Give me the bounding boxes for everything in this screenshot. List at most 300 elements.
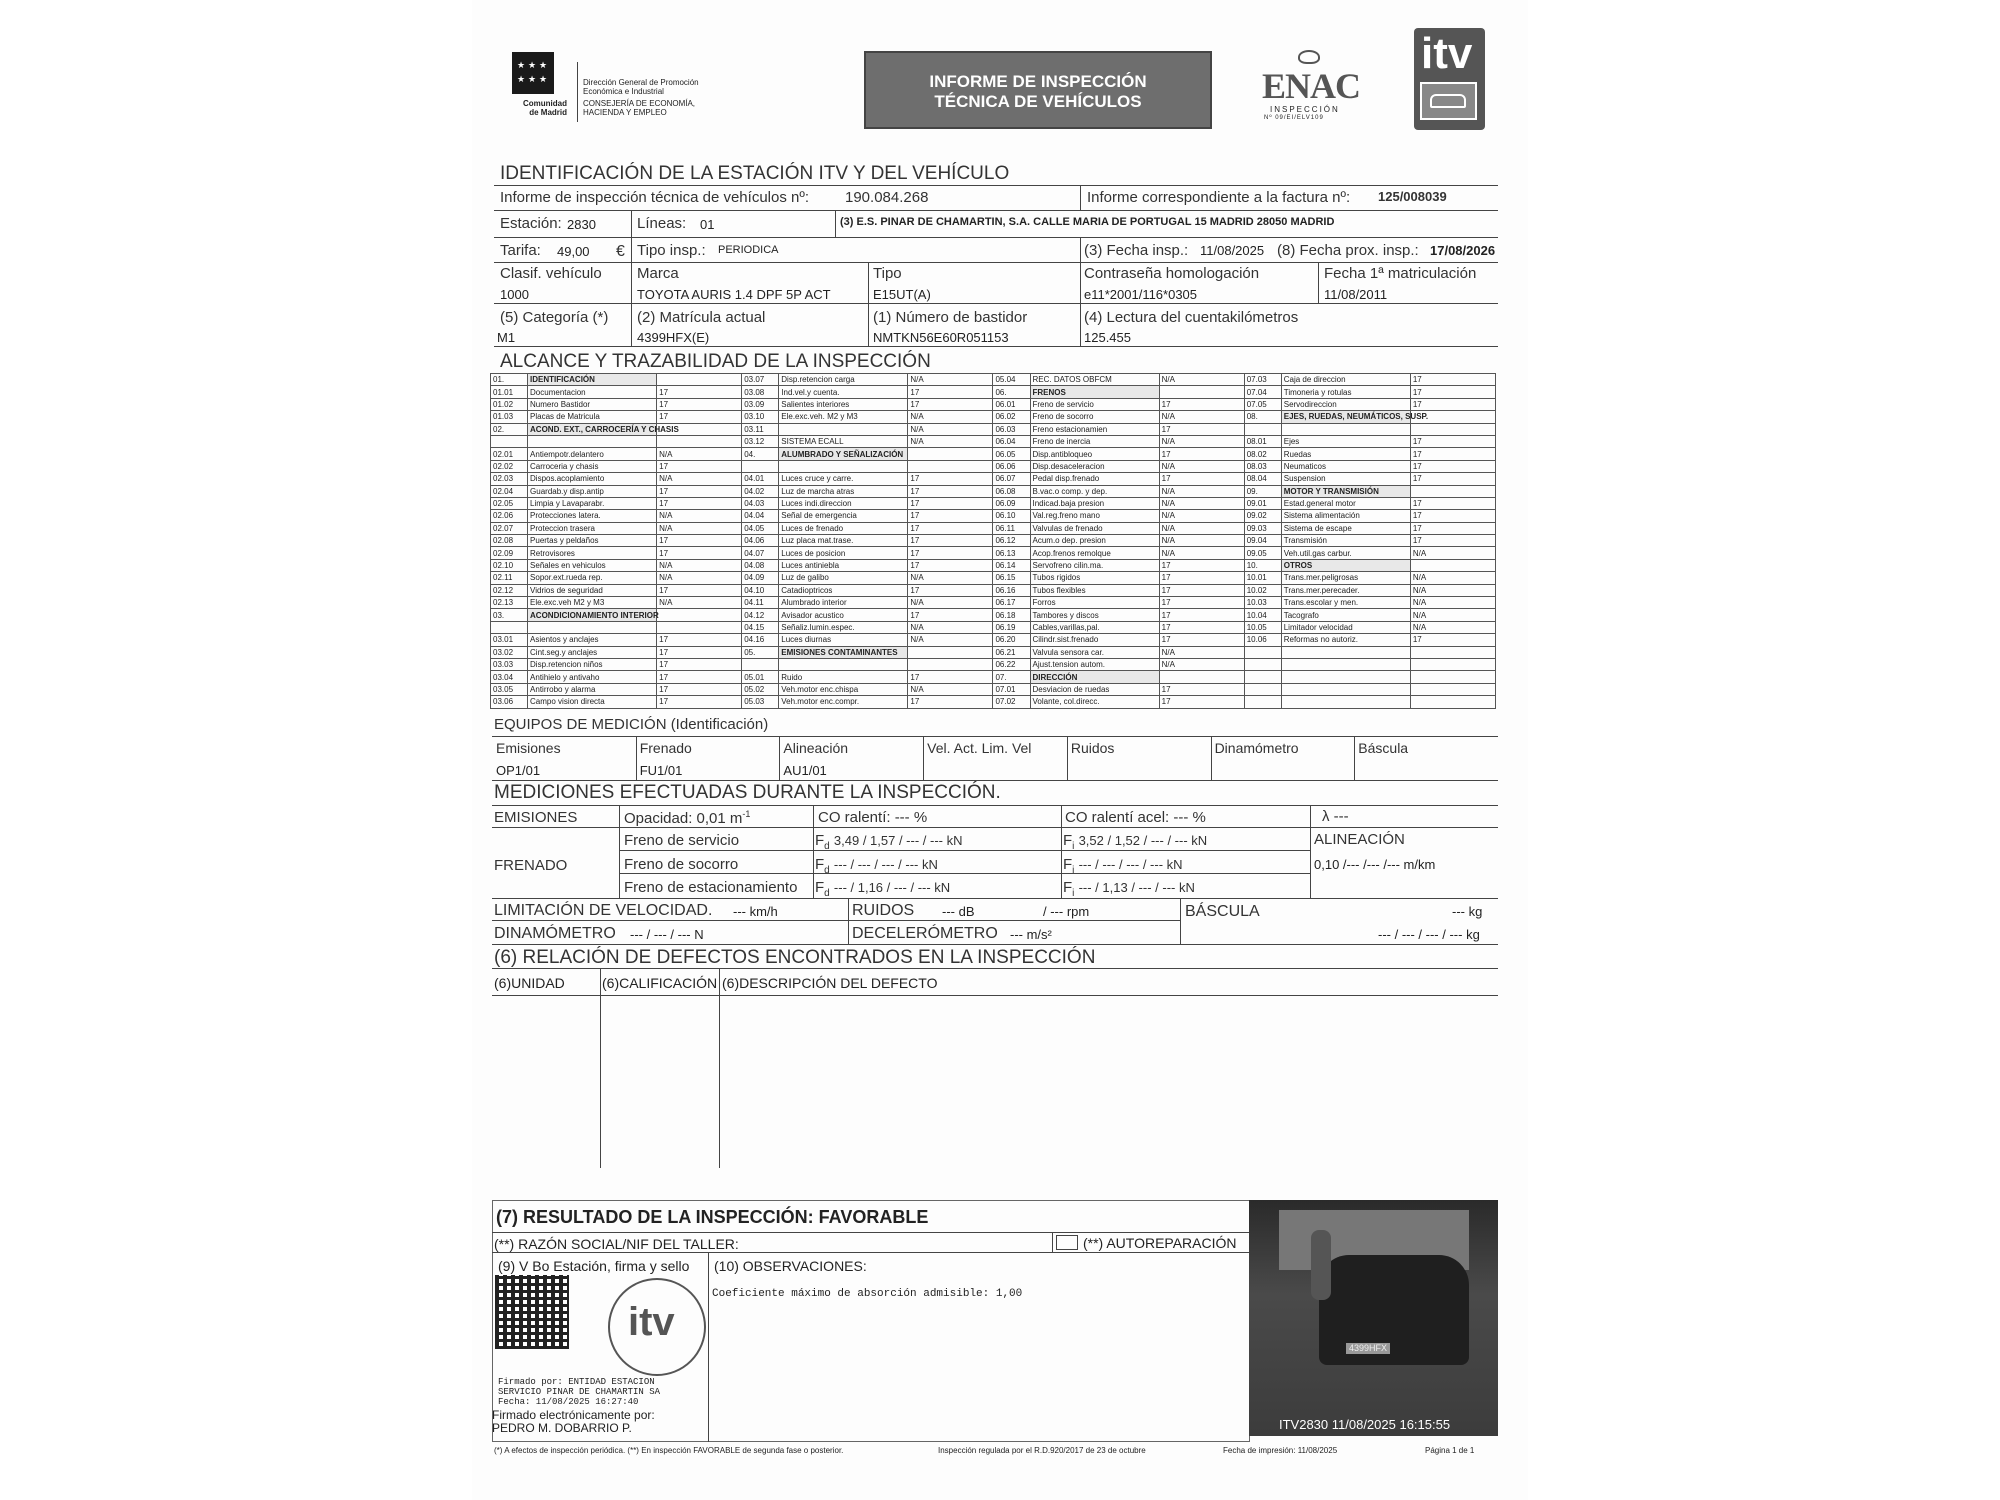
item-code: 02.04 xyxy=(491,485,528,497)
item-code: 09.01 xyxy=(1244,497,1281,509)
item-code: 04.15 xyxy=(742,621,779,633)
item-result: N/A xyxy=(1159,646,1244,658)
item-code: 07.03 xyxy=(1244,374,1281,386)
item-code xyxy=(1244,423,1281,435)
alcance-row xyxy=(491,683,1496,695)
firmado-block: Firmado por: ENTIDAD ESTACION SERVICIO PINAR DE CHAMARTIN SA Fecha: 11/08/2025 16:27:40 xyxy=(498,1377,661,1407)
item-name: Veh.motor enc.chispa xyxy=(779,683,908,695)
fd-socorro: $F_d$ --- / --- / --- / --- kN xyxy=(815,856,938,876)
group-header: ACOND. EXT., CARROCERÍA Y CHASIS xyxy=(528,423,657,435)
tarifa-value: 49,00 xyxy=(557,244,590,259)
item-name: Transmisión xyxy=(1281,535,1410,547)
lambda-value: λ --- xyxy=(1322,808,1349,825)
item-result: 17 xyxy=(908,559,993,571)
group-header: FRENOS xyxy=(1030,386,1159,398)
item-name: Tacografo xyxy=(1281,609,1410,621)
alcance-row xyxy=(491,522,1496,534)
item-result xyxy=(1410,683,1495,695)
item-code xyxy=(491,435,528,447)
item-name: Carroceria y chasis xyxy=(528,460,657,472)
item-name: Proteccion trasera xyxy=(528,522,657,534)
item-result: 17 xyxy=(908,671,993,683)
fecha-prox-value: 17/08/2026 xyxy=(1430,243,1496,258)
item-code: 08. xyxy=(1244,411,1281,423)
equipo-label: Alineación xyxy=(783,740,849,756)
item-code: 10.02 xyxy=(1244,584,1281,596)
item-code: 07. xyxy=(993,671,1030,683)
bascula-label: BÁSCULA xyxy=(1185,903,1260,920)
estacion-address: (3) E.S. PINAR DE CHAMARTIN, S.A. CALLE MARIA DE PORTUGAL 15 MADRID 28050 MADRID xyxy=(840,216,1335,228)
item-name xyxy=(779,423,908,435)
item-code: 06.04 xyxy=(993,435,1030,447)
tipo-insp-label: Tipo insp.: xyxy=(637,242,706,259)
item-result: 17 xyxy=(1410,460,1495,472)
item-name: Limitador velocidad xyxy=(1281,621,1410,633)
item-code: 03.12 xyxy=(742,435,779,447)
informe-number: 190.084.268 xyxy=(845,189,929,206)
item-name: Antiempotr.delantero xyxy=(528,448,657,460)
equipo-label: Vel. Act. Lim. Vel xyxy=(927,740,1032,756)
item-code: 04.10 xyxy=(742,584,779,596)
item-code: 04.06 xyxy=(742,535,779,547)
item-result xyxy=(657,374,742,386)
item-result: 17 xyxy=(657,658,742,670)
item-result xyxy=(1410,646,1495,658)
item-result: N/A xyxy=(1159,497,1244,509)
person-shape xyxy=(1311,1230,1331,1300)
item-result: N/A xyxy=(1159,411,1244,423)
item-code: 02.09 xyxy=(491,547,528,559)
section-identificacion: IDENTIFICACIÓN DE LA ESTACIÓN ITV Y DEL VEHÍCULO xyxy=(500,163,1010,184)
alcance-row xyxy=(491,460,1496,472)
group-header: EMISIONES CONTAMINANTES xyxy=(779,646,908,658)
item-result xyxy=(1159,386,1244,398)
fi-socorro: $F_i$ --- / --- / --- / --- kN xyxy=(1063,856,1183,876)
item-code: 03. xyxy=(491,609,528,621)
item-result: 17 xyxy=(1159,696,1244,708)
dinamometro-label: DINAMÓMETRO xyxy=(494,925,616,942)
item-name: Luz placa mat.trase. xyxy=(779,535,908,547)
footer-regulation: Inspección regulada por el R.D.920/2017 de 23 de octubre xyxy=(938,1446,1146,1455)
razon-social-label: (**) RAZÓN SOCIAL/NIF DEL TALLER: xyxy=(494,1236,739,1252)
group-header: ACONDICIONAMIENTO INTERIOR xyxy=(528,609,657,621)
item-name: Disp.desaceleracion xyxy=(1030,460,1159,472)
item-result: N/A xyxy=(1410,572,1495,584)
item-code: 04.01 xyxy=(742,473,779,485)
inspection-photo xyxy=(1249,1200,1498,1436)
alcance-row xyxy=(491,609,1496,621)
item-result xyxy=(1410,485,1495,497)
item-name: Luces diurnas xyxy=(779,634,908,646)
item-code: 02.06 xyxy=(491,510,528,522)
item-name: Disp.retencion niños xyxy=(528,658,657,670)
alcance-table xyxy=(490,373,1496,709)
categoria-value: M1 xyxy=(497,330,516,345)
item-name: Freno estacionamien xyxy=(1030,423,1159,435)
item-name: Asientos y anclajes xyxy=(528,634,657,646)
lineas-value: 01 xyxy=(700,217,715,232)
photo-caption: ITV2830 11/08/2025 16:15:55 xyxy=(1279,1417,1451,1432)
item-name: Numero Bastidor xyxy=(528,398,657,410)
item-result xyxy=(908,646,993,658)
item-result: N/A xyxy=(908,621,993,633)
item-result: N/A xyxy=(1410,547,1495,559)
alcance-row xyxy=(491,634,1496,646)
item-code: 06.09 xyxy=(993,497,1030,509)
item-name: Desviacion de ruedas xyxy=(1030,683,1159,695)
ruidos-label: RUIDOS xyxy=(852,902,915,919)
item-name: SISTEMA ECALL xyxy=(779,435,908,447)
item-name: Vidrios de seguridad xyxy=(528,584,657,596)
alcance-row xyxy=(491,658,1496,670)
fecha-matric-value: 11/08/2011 xyxy=(1324,287,1388,302)
footer-note: (*) A efectos de inspección periódica. (**) En inspección FAVORABLE de segunda fase o posterior. xyxy=(494,1446,844,1455)
item-code: 10.01 xyxy=(1244,572,1281,584)
item-name: Protecciones latera. xyxy=(528,510,657,522)
item-result: 17 xyxy=(1159,423,1244,435)
item-code: 05. xyxy=(742,646,779,658)
item-name: Freno de socorro xyxy=(1030,411,1159,423)
item-name: Alumbrado interior xyxy=(779,597,908,609)
item-result: 17 xyxy=(1410,634,1495,646)
item-result: 17 xyxy=(657,386,742,398)
informe-label: Informe de inspección técnica de vehículos nº: xyxy=(500,189,809,206)
group-header: OTROS xyxy=(1281,559,1410,571)
fecha-insp-label: (3) Fecha insp.: xyxy=(1084,242,1189,259)
matricula-value: 4399HFX(E) xyxy=(637,330,710,345)
opacidad-value: Opacidad: 0,01 $m^{-1}$ xyxy=(624,809,751,827)
alcance-row xyxy=(491,398,1496,410)
item-result: 17 xyxy=(908,497,993,509)
item-result xyxy=(908,658,993,670)
equipo-value: OP1/01 xyxy=(496,763,541,778)
item-result: 17 xyxy=(1159,683,1244,695)
item-name: Ele.exc.veh M2 y M3 xyxy=(528,597,657,609)
item-code: 02. xyxy=(491,423,528,435)
document-title: INFORME DE INSPECCIÓN TÉCNICA DE VEHÍCULOS xyxy=(864,51,1212,129)
item-result xyxy=(657,435,742,447)
item-name xyxy=(528,435,657,447)
item-code: 10. xyxy=(1244,559,1281,571)
item-result: 17 xyxy=(908,510,993,522)
item-code: 03.08 xyxy=(742,386,779,398)
item-code: 06.05 xyxy=(993,448,1030,460)
col-calificacion: (6)CALIFICACIÓN xyxy=(602,975,718,991)
item-name: Acop.frenos remolque xyxy=(1030,547,1159,559)
item-result: N/A xyxy=(1159,485,1244,497)
item-name: Ind.vel.y cuenta. xyxy=(779,386,908,398)
item-name: Sistema alimentación xyxy=(1281,510,1410,522)
marca-value: TOYOTA AURIS 1.4 DPF 5P ACT xyxy=(637,287,831,302)
item-result: 17 xyxy=(657,535,742,547)
item-code: 06.01 xyxy=(993,398,1030,410)
item-result: 17 xyxy=(1159,584,1244,596)
item-code: 06.07 xyxy=(993,473,1030,485)
item-name xyxy=(779,658,908,670)
item-code: 06.02 xyxy=(993,411,1030,423)
contrasena-value: e11*2001/116*0305 xyxy=(1084,287,1198,302)
item-result: N/A xyxy=(1159,658,1244,670)
item-code: 06.18 xyxy=(993,609,1030,621)
item-result: N/A xyxy=(1159,535,1244,547)
item-name: Suspension xyxy=(1281,473,1410,485)
item-name xyxy=(1281,658,1410,670)
alcance-row xyxy=(491,497,1496,509)
item-code: 03.09 xyxy=(742,398,779,410)
item-code xyxy=(491,621,528,633)
item-code xyxy=(742,460,779,472)
lineas-label: Líneas: xyxy=(637,215,687,232)
item-code: 07.01 xyxy=(993,683,1030,695)
item-result: 17 xyxy=(908,398,993,410)
item-name: Señaliz.lumin.espec. xyxy=(779,621,908,633)
alcance-row xyxy=(491,423,1496,435)
alcance-row xyxy=(491,559,1496,571)
item-name: Ejes xyxy=(1281,435,1410,447)
item-name: Luz de marcha atras xyxy=(779,485,908,497)
item-code: 01. xyxy=(491,374,528,386)
item-code: 04.09 xyxy=(742,572,779,584)
item-code: 06.11 xyxy=(993,522,1030,534)
item-code: 04.07 xyxy=(742,547,779,559)
item-name xyxy=(1281,683,1410,695)
item-code: 10.03 xyxy=(1244,597,1281,609)
item-result: 17 xyxy=(1410,448,1495,460)
item-code: 09.02 xyxy=(1244,510,1281,522)
qr-code xyxy=(495,1275,569,1349)
item-code: 08.01 xyxy=(1244,435,1281,447)
alcance-row xyxy=(491,584,1496,596)
alcance-row xyxy=(491,671,1496,683)
item-code: 04.16 xyxy=(742,634,779,646)
item-code: 06.14 xyxy=(993,559,1030,571)
ruidos-value: --- dB xyxy=(942,904,975,919)
item-name xyxy=(1281,423,1410,435)
alineacion-value: 0,10 /--- /--- /--- m/km xyxy=(1314,857,1436,872)
item-code: 02.08 xyxy=(491,535,528,547)
item-code: 03.04 xyxy=(491,671,528,683)
item-code: 03.07 xyxy=(742,374,779,386)
item-result: N/A xyxy=(908,683,993,695)
item-result: N/A xyxy=(657,473,742,485)
item-result xyxy=(657,621,742,633)
alcance-row xyxy=(491,547,1496,559)
item-code: 04.05 xyxy=(742,522,779,534)
item-result: N/A xyxy=(1159,522,1244,534)
item-result xyxy=(1410,658,1495,670)
item-result: 17 xyxy=(908,485,993,497)
item-name: Ele.exc.veh. M2 y M3 xyxy=(779,411,908,423)
item-name: Val.reg.freno mano xyxy=(1030,510,1159,522)
limitacion-label: LIMITACIÓN DE VELOCIDAD. xyxy=(494,902,713,919)
estacion-label: Estación: xyxy=(500,215,562,232)
item-result: N/A xyxy=(908,423,993,435)
alcance-row xyxy=(491,435,1496,447)
equipo-label: Dinamómetro xyxy=(1214,740,1299,756)
equipo-label: Emisiones xyxy=(496,740,561,756)
item-code: 05.02 xyxy=(742,683,779,695)
item-result: 17 xyxy=(1410,473,1495,485)
cuentakm-value: 125.455 xyxy=(1084,330,1131,345)
item-result: 17 xyxy=(657,671,742,683)
item-name: Salientes interiores xyxy=(779,398,908,410)
item-result: 17 xyxy=(1410,435,1495,447)
item-result xyxy=(1410,671,1495,683)
item-name: Freno de inercia xyxy=(1030,435,1159,447)
item-name: Trans.mer.peligrosas xyxy=(1281,572,1410,584)
alcance-row xyxy=(491,597,1496,609)
item-result: 17 xyxy=(657,646,742,658)
car-icon xyxy=(1420,82,1477,120)
item-name: Valvulas de frenado xyxy=(1030,522,1159,534)
item-code: 03.10 xyxy=(742,411,779,423)
item-result: 17 xyxy=(657,497,742,509)
item-name: Freno de servicio xyxy=(1030,398,1159,410)
item-code: 06.20 xyxy=(993,634,1030,646)
item-code: 09. xyxy=(1244,485,1281,497)
item-name: Tubos rigidos xyxy=(1030,572,1159,584)
equipo-label: Ruidos xyxy=(1070,740,1115,756)
item-result: N/A xyxy=(1159,374,1244,386)
item-name xyxy=(779,460,908,472)
item-result: 17 xyxy=(657,584,742,596)
item-name: Estad.general motor xyxy=(1281,497,1410,509)
equipo-value: AU1/01 xyxy=(783,763,827,778)
item-code: 05.01 xyxy=(742,671,779,683)
item-code: 05.03 xyxy=(742,696,779,708)
firmante: PEDRO M. DOBARRIO P. xyxy=(492,1421,632,1435)
item-result: 17 xyxy=(1410,497,1495,509)
item-name: Luces antiniebla xyxy=(779,559,908,571)
item-result xyxy=(1410,696,1495,708)
alcance-row xyxy=(491,386,1496,398)
estacion-value: 2830 xyxy=(567,217,596,232)
item-result: 17 xyxy=(657,398,742,410)
item-code: 06.22 xyxy=(993,658,1030,670)
item-name: Ruedas xyxy=(1281,448,1410,460)
item-result: N/A xyxy=(908,411,993,423)
item-code xyxy=(1244,683,1281,695)
item-code: 02.05 xyxy=(491,497,528,509)
item-code: 09.04 xyxy=(1244,535,1281,547)
dinamometro-value: --- / --- / --- N xyxy=(630,927,704,942)
item-result: N/A xyxy=(1410,584,1495,596)
item-code: 03.02 xyxy=(491,646,528,658)
item-name: Limpia y Lavaparabr. xyxy=(528,497,657,509)
item-name: Avisador acustico xyxy=(779,609,908,621)
section-alcance: ALCANCE Y TRAZABILIDAD DE LA INSPECCIÓN xyxy=(500,351,931,372)
item-name xyxy=(528,621,657,633)
alcance-row xyxy=(491,473,1496,485)
plate-text: 4399HFX xyxy=(1346,1343,1390,1354)
item-code: 02.03 xyxy=(491,473,528,485)
item-code: 08.02 xyxy=(1244,448,1281,460)
item-name: Ajust.tension autom. xyxy=(1030,658,1159,670)
tipo-insp-value: PERIODICA xyxy=(718,244,779,256)
item-result xyxy=(1410,559,1495,571)
alineacion-label: ALINEACIÓN xyxy=(1314,831,1405,848)
item-name: B.vac.o comp. y dep. xyxy=(1030,485,1159,497)
item-code: 06.21 xyxy=(993,646,1030,658)
item-name: Volante, col.direcc. xyxy=(1030,696,1159,708)
item-result: N/A xyxy=(1159,460,1244,472)
item-name: Cilindr.sist.frenado xyxy=(1030,634,1159,646)
fd-estac: $F_d$ --- / 1,16 / --- / --- kN xyxy=(815,879,951,899)
item-result: 17 xyxy=(657,634,742,646)
item-result xyxy=(1159,671,1244,683)
item-result: N/A xyxy=(657,597,742,609)
item-code: 08.04 xyxy=(1244,473,1281,485)
item-name: Trans.mer.perecader. xyxy=(1281,584,1410,596)
section-defectos: (6) RELACIÓN DE DEFECTOS ENCONTRADOS EN LA INSPECCIÓN xyxy=(494,947,1096,968)
item-result: 17 xyxy=(1159,572,1244,584)
item-name: Placas de Matricula xyxy=(528,411,657,423)
col-descripcion: (6)DESCRIPCIÓN DEL DEFECTO xyxy=(722,975,938,991)
item-name: Trans.escolar y men. xyxy=(1281,597,1410,609)
item-result xyxy=(908,460,993,472)
item-name: Documentacion xyxy=(528,386,657,398)
item-result xyxy=(1410,423,1495,435)
item-name: Guardab.y disp.antip xyxy=(528,485,657,497)
item-name: Neumaticos xyxy=(1281,460,1410,472)
item-code: 06.06 xyxy=(993,460,1030,472)
col-unidad: (6)UNIDAD xyxy=(494,975,565,991)
item-code: 04.04 xyxy=(742,510,779,522)
item-code: 04.08 xyxy=(742,559,779,571)
limitacion-value: --- km/h xyxy=(733,904,778,919)
item-name: Ruido xyxy=(779,671,908,683)
item-result: 17 xyxy=(657,547,742,559)
item-result: 17 xyxy=(657,696,742,708)
item-result: N/A xyxy=(1410,597,1495,609)
item-code: 01.03 xyxy=(491,411,528,423)
alcance-row xyxy=(491,535,1496,547)
autoreparacion-checkbox[interactable] xyxy=(1056,1235,1078,1250)
item-name: Disp.antibloqueo xyxy=(1030,448,1159,460)
item-code: 06.16 xyxy=(993,584,1030,596)
item-code: 04.11 xyxy=(742,597,779,609)
item-name: Servofreno cilin.ma. xyxy=(1030,559,1159,571)
item-code: 07.04 xyxy=(1244,386,1281,398)
equipo-label: Frenado xyxy=(639,740,692,756)
item-result: N/A xyxy=(908,597,993,609)
item-name: Veh.motor enc.compr. xyxy=(779,696,908,708)
item-code xyxy=(1244,671,1281,683)
item-name: Luces indi.direccion xyxy=(779,497,908,509)
item-code: 04.02 xyxy=(742,485,779,497)
enac-logo: ENAC INSPECCIÓN Nº 09/EI/ELV109 xyxy=(1260,50,1360,120)
tipo-value: E15UT(A) xyxy=(873,287,931,302)
item-code: 06. xyxy=(993,386,1030,398)
item-result: 17 xyxy=(1159,398,1244,410)
group-header: IDENTIFICACIÓN xyxy=(528,374,657,386)
item-code: 06.12 xyxy=(993,535,1030,547)
item-result: N/A xyxy=(657,448,742,460)
item-result: 17 xyxy=(657,485,742,497)
item-name: Cint.seg.y anclajes xyxy=(528,646,657,658)
alcance-row xyxy=(491,510,1496,522)
ruidos-rpm: / --- rpm xyxy=(1043,904,1090,919)
alcance-row xyxy=(491,696,1496,708)
item-result: 17 xyxy=(1410,522,1495,534)
item-name: Sopor.ext.rueda rep. xyxy=(528,572,657,584)
equipo-label: Báscula xyxy=(1358,740,1409,756)
item-code: 02.01 xyxy=(491,448,528,460)
co-ralenti: CO ralentí: --- % xyxy=(818,809,928,826)
item-code xyxy=(742,658,779,670)
item-name: Tambores y discos xyxy=(1030,609,1159,621)
item-name: Cables,varillas,pal. xyxy=(1030,621,1159,633)
